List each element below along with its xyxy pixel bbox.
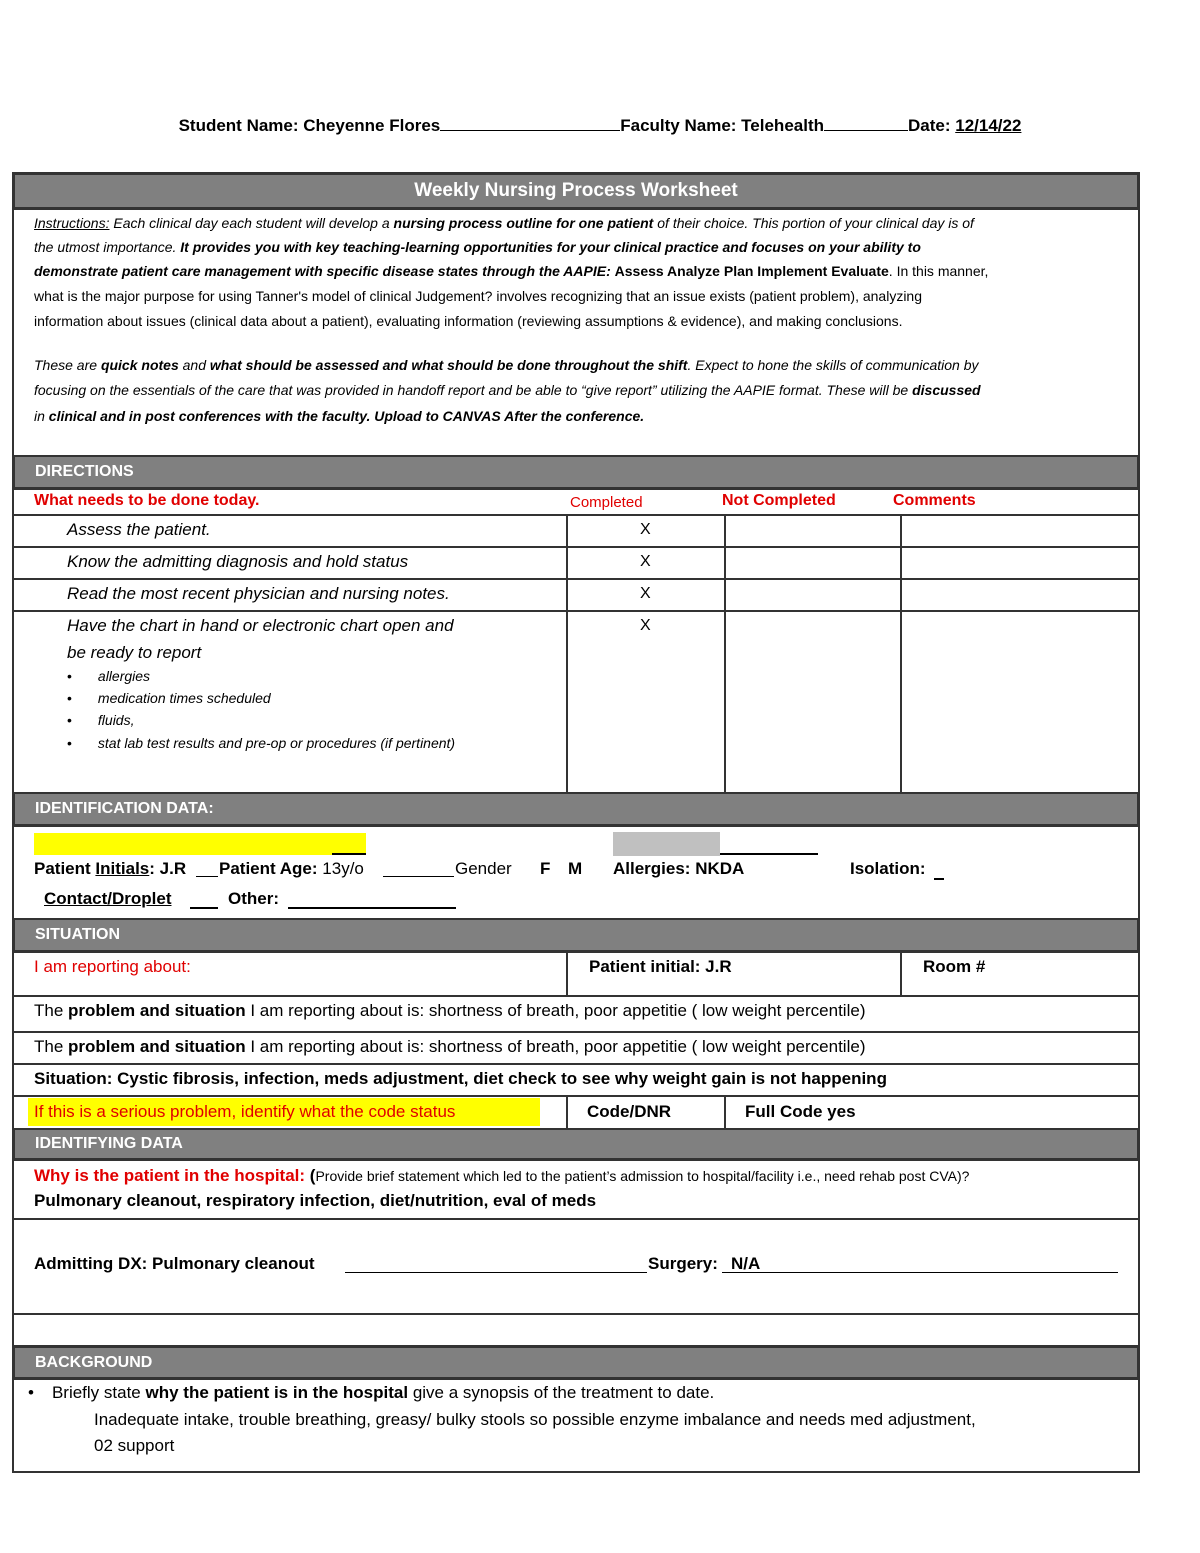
- bullet-item: • fluids,: [67, 712, 135, 728]
- highlight-bar: [34, 833, 366, 855]
- code-dnr: Code/DNR: [587, 1102, 672, 1121]
- identifying-title: IDENTIFYING DATA: [14, 1129, 1138, 1159]
- background-answer-1: Inadequate intake, trouble breathing, greasy/ bulky stools so possible enzyme imbalance and needs med adjustment,: [94, 1410, 976, 1429]
- other-label: Other:: [228, 889, 279, 908]
- situation-line: Situation: Cystic fibrosis, infection, meds adjustment, diet check to see why weight gain is not happening: [34, 1069, 887, 1088]
- background-bullet: • Briefly state why the patient is in the hospital give a synopsis of the treatment to date.: [28, 1383, 715, 1402]
- isolation-value: Contact/Droplet: [44, 889, 172, 908]
- faculty-name: Faculty Name: Telehealth: [620, 116, 824, 135]
- task-row-4: Have the chart in hand or electronic chart open and: [67, 616, 454, 635]
- instructions-line-5: information about issues (clinical data about a patient), evaluating information (reviewing assumptions & evidence), and making conclusions.: [34, 313, 903, 329]
- instructions-line-1: Instructions: Each clinical day each student will develop a nursing process outline for one patient of their choice. This portion of your clinical day is of: [34, 215, 974, 231]
- task-row-3-completed: X: [640, 585, 651, 602]
- task-row-2: Know the admitting diagnosis and hold status: [67, 552, 409, 571]
- background-title: BACKGROUND: [14, 1347, 1138, 1378]
- patient-initials: Patient Initials: J.R: [34, 859, 187, 878]
- worksheet-title: Weekly Nursing Process Worksheet: [14, 174, 1138, 208]
- directions-col-task: What needs to be done today.: [34, 492, 260, 509]
- gender-label: Gender: [455, 859, 512, 878]
- instructions-line-4: what is the major purpose for using Tanner's model of clinical Judgement? involves recognizing that an issue exists (patient problem), analyzing: [34, 288, 922, 304]
- directions-col-completed: Completed: [570, 494, 643, 511]
- student-name: Student Name: Cheyenne Flores: [178, 116, 441, 135]
- task-row-1: Assess the patient.: [67, 520, 211, 539]
- grey-block: [613, 832, 720, 856]
- why-answer: Pulmonary cleanout, respiratory infection, diet/nutrition, eval of meds: [34, 1191, 597, 1210]
- directions-col-not-completed: Not Completed: [722, 492, 836, 509]
- room-number: Room #: [923, 957, 986, 976]
- surgery-label: Surgery:: [648, 1254, 718, 1273]
- patient-age: Patient Age: 13y/o: [219, 859, 364, 878]
- gender-f: F: [540, 859, 551, 878]
- instructions-para2-line-3: in clinical and in post conferences with the faculty. Upload to CANVAS After the conference.: [34, 408, 645, 424]
- instructions-line-2: the utmost importance. It provides you with key teaching-learning opportunities for your clinical practice and focuses on your ability to: [34, 239, 921, 255]
- problem-line-2: The problem and situation I am reporting about is: shortness of breath, poor appetitie ( low weight percentile): [34, 1037, 866, 1056]
- task-row-4-cont: be ready to report: [67, 643, 202, 662]
- gender-m: M: [568, 859, 583, 878]
- why-in-hospital: Why is the patient in the hospital: (Provide brief statement which led to the patient’s admission to hospital/facility i.e., need rehab post CVA)?: [34, 1166, 970, 1185]
- bullet-item: • stat lab test results and pre-op or procedures (if pertinent): [67, 735, 456, 751]
- problem-line-1: The problem and situation I am reporting about is: shortness of breath, poor appetitie ( low weight percentile): [34, 1001, 866, 1020]
- allergies: Allergies: NKDA: [613, 859, 745, 878]
- identification-title: IDENTIFICATION DATA:: [14, 793, 1138, 825]
- instructions-line-3: demonstrate patient care management with specific disease states through the AAPIE: Assess Analyze Plan Implement Evaluate. In this manner,: [34, 263, 989, 279]
- instructions-para2-line-2: focusing on the essentials of the care that was provided in handoff report and be able to “give report” utilizing the AAPIE format. These will be discussed: [34, 382, 981, 398]
- task-row-4-completed: X: [640, 617, 651, 634]
- code-status-prompt: If this is a serious problem, identify what the code status: [34, 1102, 456, 1121]
- instructions-para2-line-1: These are quick notes and what should be assessed and what should be done throughout the shift. Expect to hone the skills of communication by: [34, 357, 979, 373]
- bullet-item: • medication times scheduled: [67, 690, 271, 706]
- date-value: 12/14/22: [955, 116, 1022, 135]
- background-answer-2: 02 support: [94, 1436, 175, 1455]
- directions-col-comments: Comments: [893, 492, 976, 509]
- task-row-3: Read the most recent physician and nursing notes.: [67, 584, 450, 603]
- reporting-about: I am reporting about:: [34, 957, 191, 976]
- situation-title: SITUATION: [14, 919, 1138, 951]
- directions-title: DIRECTIONS: [14, 456, 1138, 488]
- surgery-value: N/A: [731, 1254, 761, 1273]
- bullet-item: • allergies: [67, 668, 151, 684]
- task-row-1-completed: X: [640, 521, 651, 538]
- header-line: [0, 116, 1200, 136]
- task-row-2-completed: X: [640, 553, 651, 570]
- isolation-label: Isolation:: [850, 859, 926, 878]
- date-label: Date:: [908, 116, 956, 135]
- admitting-dx: Admitting DX: Pulmonary cleanout: [34, 1254, 315, 1273]
- full-code: Full Code yes: [745, 1102, 856, 1121]
- patient-initial: Patient initial: J.R: [589, 957, 732, 976]
